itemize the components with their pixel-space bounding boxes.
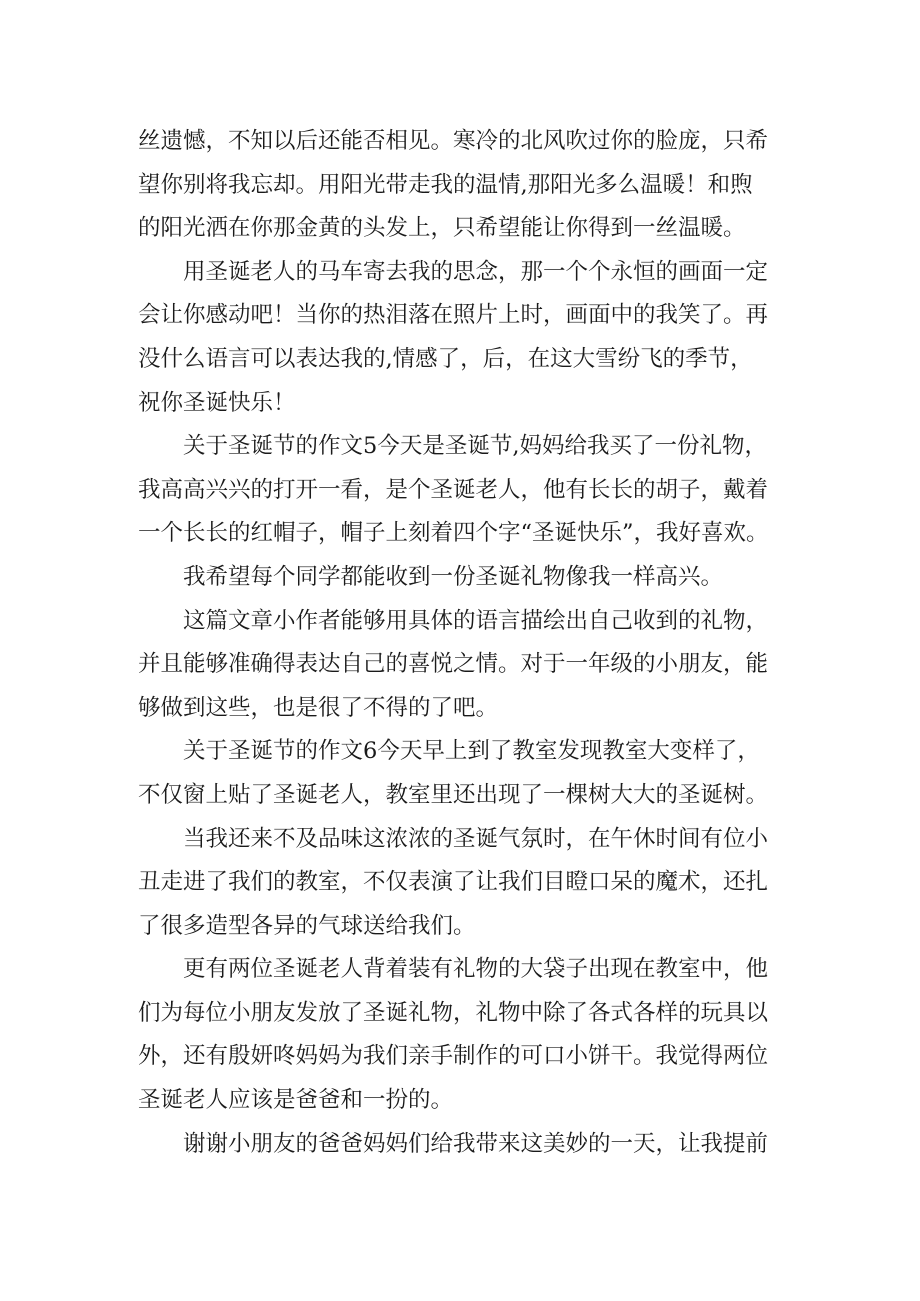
paragraph-1	[138, 120, 800, 251]
text-line: 丑走进了我们的教室，不仅表演了让我们目瞪口呆的魔术，还扎	[138, 869, 769, 896]
text-line: 一个长长的红帽子，帽子上刻着四个字“圣诞快乐”，我好喜欢。	[138, 520, 769, 547]
text-line: 没什么语言可以表达我的,情感了，后，在这大雪纷飞的季节，	[138, 345, 753, 372]
text-line: 关于圣诞节的作文6今天早上到了教室发现教室大变样了，	[183, 738, 760, 765]
paragraph-9	[138, 1123, 800, 1167]
text-line: 谢谢小朋友的爸爸妈妈们给我带来这美妙的一天，让我提前	[183, 1130, 769, 1157]
text-line: 们为每位小朋友发放了圣诞礼物，礼物中除了各式各样的玩具以	[138, 999, 769, 1026]
text-line: 我希望每个同学都能收到一份圣诞礼物像我一样高兴。	[183, 563, 724, 590]
text-line: 当我还来不及品味这浓浓的圣诞气氛时，在午休时间有位小	[183, 825, 769, 852]
text-line: 这篇文章小作者能够用具体的语言描绘出自己收到的礼物，	[183, 607, 769, 634]
paragraph-8	[138, 948, 800, 1122]
text-line: 圣诞老人应该是爸爸和一扮的。	[138, 1087, 454, 1114]
text-line: 我高高兴兴的打开一看，是个圣诞老人，他有长长的胡子，戴着	[138, 476, 769, 503]
paragraph-6	[138, 730, 800, 817]
paragraph-5	[138, 600, 800, 731]
document-body	[138, 120, 800, 1166]
paragraph-3	[138, 425, 800, 556]
text-line: 更有两位圣诞老人背着装有礼物的大袋子出现在教室中，他	[183, 956, 769, 983]
text-line: 用圣诞老人的马车寄去我的思念，那一个个永恒的画面一定	[183, 258, 769, 285]
text-line: 不仅窗上贴了圣诞老人，教室里还出现了一棵树大大的圣诞树。	[138, 781, 769, 808]
text-line: 望你别将我忘却。用阳光带走我的温情,那阳光多么温暖！和煦	[138, 171, 753, 198]
text-line: 并且能够准确得表达自己的喜悦之情。对于一年级的小朋友，能	[138, 651, 769, 678]
text-line: 关于圣诞节的作文5今天是圣诞节,妈妈给我买了一份礼物，	[183, 433, 767, 460]
text-line: 外，还有殷妍咚妈妈为我们亲手制作的可口小饼干。我觉得两位	[138, 1043, 769, 1070]
paragraph-7	[138, 818, 800, 949]
text-line: 的阳光洒在你那金黄的头发上，只希望能让你得到一丝温暖。	[138, 215, 746, 242]
text-line: 够做到这些，也是很了不得的了吧。	[138, 694, 499, 721]
paragraph-4	[138, 556, 800, 600]
text-line: 祝你圣诞快乐！	[138, 389, 296, 416]
text-line: 丝遗憾，不知以后还能否相见。寒冷的北风吹过你的脸庞，只希	[138, 128, 769, 154]
text-line: 会让你感动吧！当你的热泪落在照片上时，画面中的我笑了。再	[138, 302, 769, 329]
text-line: 了很多造型各异的气球送给我们。	[138, 912, 476, 939]
paragraph-2	[138, 251, 800, 425]
